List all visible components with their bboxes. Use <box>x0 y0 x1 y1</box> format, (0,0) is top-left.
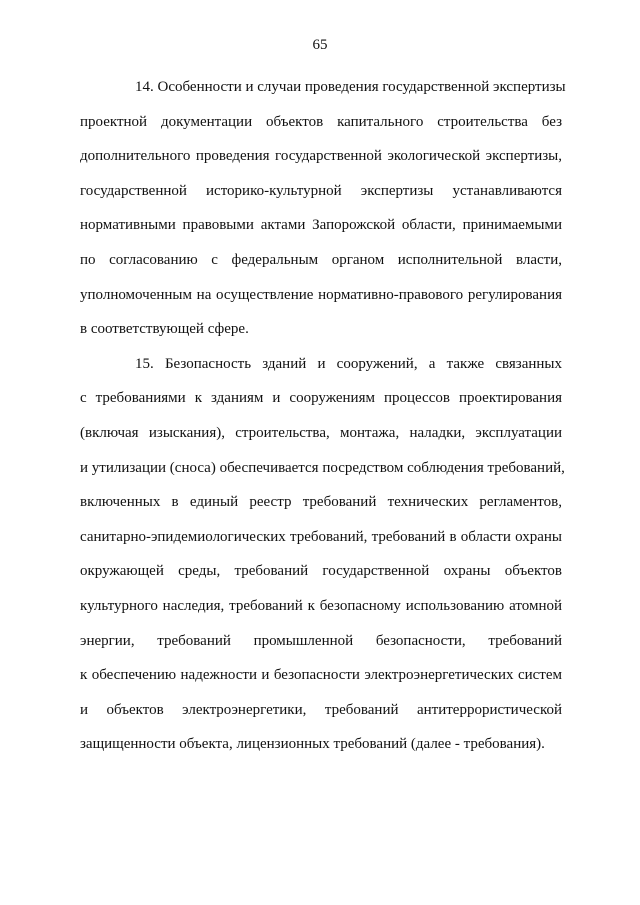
paragraph-line: энергии, требований промышленной безопасности, требований <box>80 632 562 649</box>
paragraph-line: и утилизации (сноса) обеспечивается посредством соблюдения требований, <box>80 459 565 476</box>
paragraph-line: с требованиями к зданиям и сооружениям процессов проектирования <box>80 390 562 407</box>
paragraph-14 <box>80 70 566 347</box>
paragraph-line: (включая изыскания), строительства, монтажа, наладки, эксплуатации <box>80 424 562 441</box>
page-number: 65 <box>312 37 328 53</box>
paragraph-line: проектной документации объектов капитального строительства без <box>80 113 562 130</box>
paragraph-line: окружающей среды, требований государственной охраны объектов <box>80 563 562 580</box>
paragraph-15 <box>80 347 565 762</box>
paragraph-line: дополнительного проведения государственной экологической экспертизы, <box>80 148 562 165</box>
document-body <box>80 70 566 762</box>
paragraph-line: в соответствующей сфере. <box>80 321 249 338</box>
paragraph-line: включенных в единый реестр требований технических регламентов, <box>80 494 562 511</box>
paragraph-line: санитарно-эпидемиологических требований, требований в области охраны <box>80 528 562 545</box>
paragraph-line: уполномоченным на осуществление нормативно-правового регулирования <box>80 286 562 303</box>
paragraph-line: и объектов электроэнергетики, требований антитеррористической <box>80 701 562 718</box>
paragraph-line: культурного наследия, требований к безопасному использованию атомной <box>80 597 562 614</box>
paragraph-line: 15. Безопасность зданий и сооружений, а также связанных <box>135 355 562 372</box>
paragraph-line: нормативными правовыми актами Запорожской области, принимаемыми <box>80 217 562 234</box>
paragraph-line: защищенности объекта, лицензионных требований (далее - требования). <box>80 736 545 753</box>
paragraph-line: 14. Особенности и случаи проведения государственной экспертизы <box>135 79 566 95</box>
paragraph-line: государственной историко-культурной экспертизы устанавливаются <box>80 182 562 199</box>
paragraph-line: к обеспечению надежности и безопасности электроэнергетических систем <box>80 667 562 684</box>
paragraph-line: по согласованию с федеральным органом исполнительной власти, <box>80 251 562 268</box>
